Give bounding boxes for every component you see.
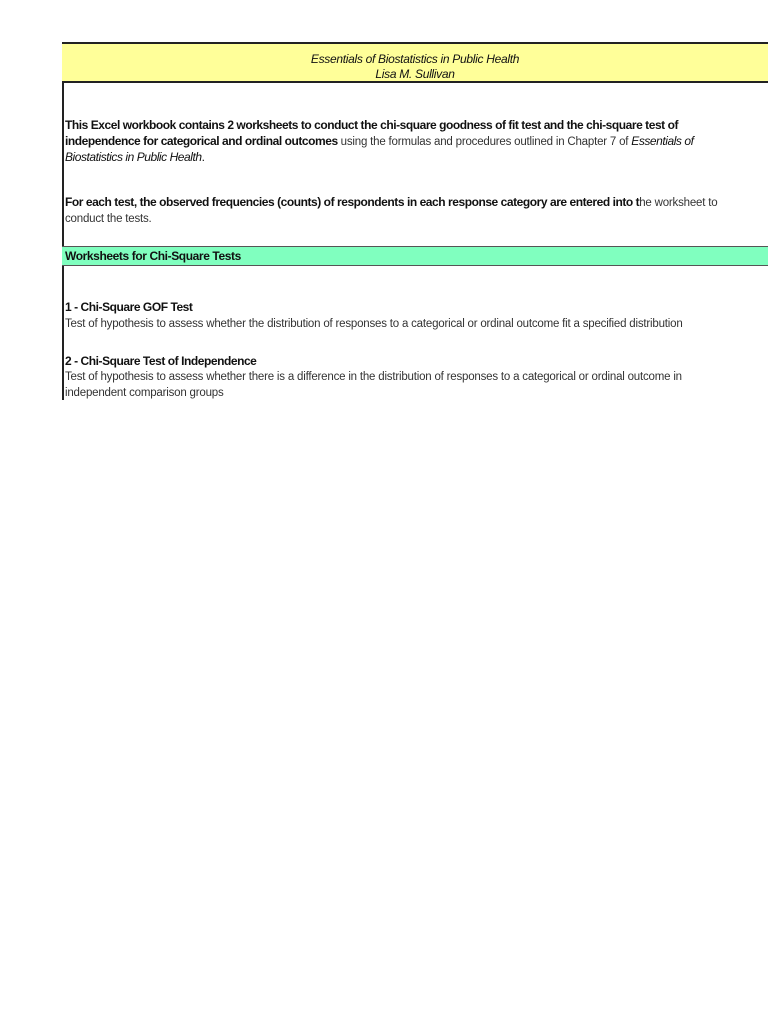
intro-text: . — [201, 150, 205, 164]
intro-text: he worksheet to — [639, 197, 718, 209]
worksheet-description: independent comparison groups — [65, 387, 224, 399]
intro-text: conduct the tests. — [65, 213, 152, 225]
intro-text: This Excel workbook contains 2 worksheets to conduct the chi-square goodness of fit test and the chi-square test of — [65, 118, 679, 132]
worksheet-title: 2 - Chi-Square Test of Independence — [65, 354, 257, 368]
worksheet-description: Test of hypothesis to assess whether there is a difference in the distribution of responses to a categorical or ordinal outcome in — [65, 371, 682, 383]
intro-text: Essentials of — [631, 134, 694, 148]
intro-text: For each test, the observed frequencies (counts) of respondents in each response category are entered into t — [65, 195, 640, 209]
worksheet-description: Test of hypothesis to assess whether the distribution of responses to a categorical or ordinal outcome fit a specified distribution — [65, 318, 683, 330]
section-title: Worksheets for Chi-Square Tests — [65, 249, 241, 263]
book-title: Essentials of Biostatistics in Public Health — [310, 52, 520, 66]
title-header — [62, 42, 768, 83]
intro-text: using the formulas and procedures outlined in Chapter 7 of — [337, 136, 632, 148]
intro-text: Biostatistics in Public Health — [65, 150, 202, 164]
worksheet-title: 1 - Chi-Square GOF Test — [65, 300, 193, 314]
sheet-left-border — [62, 42, 64, 400]
section-header — [62, 246, 768, 266]
book-author: Lisa M. Sullivan — [375, 67, 455, 81]
intro-text: independence for categorical and ordinal outcomes — [65, 134, 338, 148]
